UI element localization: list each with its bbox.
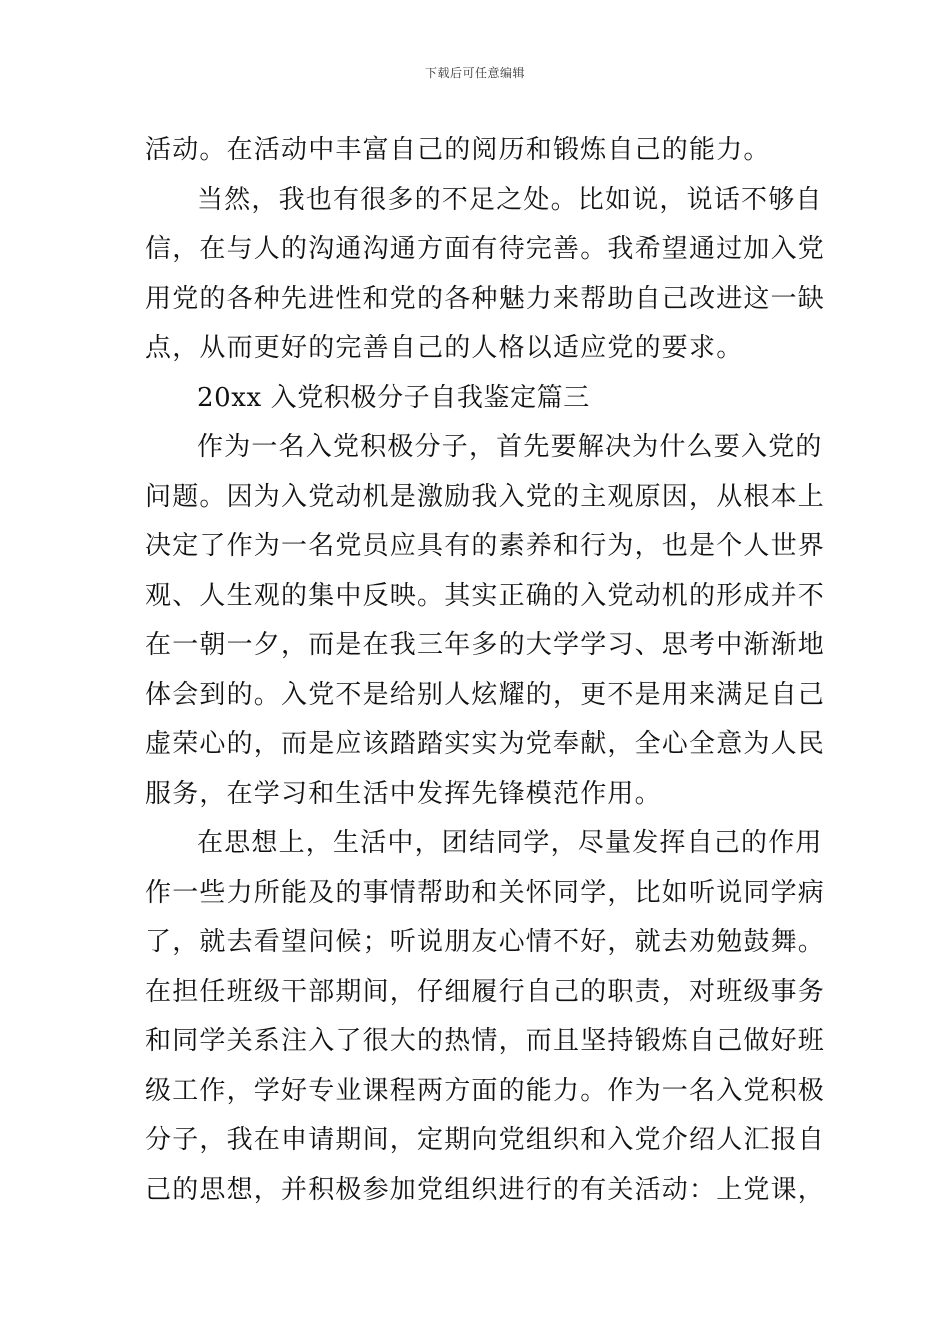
body-line: 了，就去看望问候；听说朋友心情不好，就去劝勉鼓舞。 (145, 927, 826, 957)
body-line: 用党的各种先进性和党的各种魅力来帮助自己改进这一缺 (145, 283, 826, 314)
body-line: 体会到的。入党不是给别人炫耀的，更不是用来满足自己 (145, 679, 826, 710)
body-line: 观、人生观的集中反映。其实正确的入党动机的形成并不 (145, 580, 826, 611)
body-line: 服务，在学习和生活中发挥先锋模范作用。 (145, 778, 662, 809)
body-line: 活动。在活动中丰富自己的阅历和锻炼自己的能力。 (145, 135, 771, 165)
document-body (145, 126, 826, 1215)
section-heading: 20xx 入党积极分子自我鉴定篇三 (197, 382, 590, 413)
body-line: 信，在与人的沟通沟通方面有待完善。我希望通过加入党 (145, 234, 826, 264)
body-line: 点，从而更好的完善自己的人格以适应党的要求。 (145, 333, 744, 363)
header-note: 下载后可任意编辑 (424, 66, 525, 80)
body-line: 问题。因为入党动机是激励我入党的主观原因，从根本上 (145, 481, 826, 512)
body-line: 决定了作为一名党员应具有的素养和行为，也是个人世界 (145, 531, 826, 561)
body-line: 和同学关系注入了很大的热情，而且坚持锻炼自己做好班 (145, 1026, 826, 1056)
paragraph-start-line: 当然，我也有很多的不足之处。比如说，说话不够自 (197, 184, 823, 215)
body-line: 虚荣心的，而是应该踏踏实实为党奉献，全心全意为人民 (145, 729, 826, 759)
body-line: 作一些力所能及的事情帮助和关怀同学，比如听说同学病 (145, 877, 826, 908)
body-line: 在一朝一夕，而是在我三年多的大学学习、思考中渐渐地 (145, 630, 826, 660)
body-line: 分子，我在申请期间，定期向党组织和入党介绍人汇报自 (145, 1125, 826, 1155)
body-line: 己的思想，并积极参加党组织进行的有关活动：上党课， (145, 1174, 826, 1205)
paragraph-start-line: 作为一名入党积极分子，首先要解决为什么要入党的 (197, 432, 823, 462)
paragraph-start-line: 在思想上，生活中，团结同学，尽量发挥自己的作用 (197, 828, 823, 858)
body-line: 级工作，学好专业课程两方面的能力。作为一名入党积极 (145, 1075, 826, 1106)
body-line: 在担任班级干部期间，仔细履行自己的职责，对班级事务 (145, 976, 826, 1007)
